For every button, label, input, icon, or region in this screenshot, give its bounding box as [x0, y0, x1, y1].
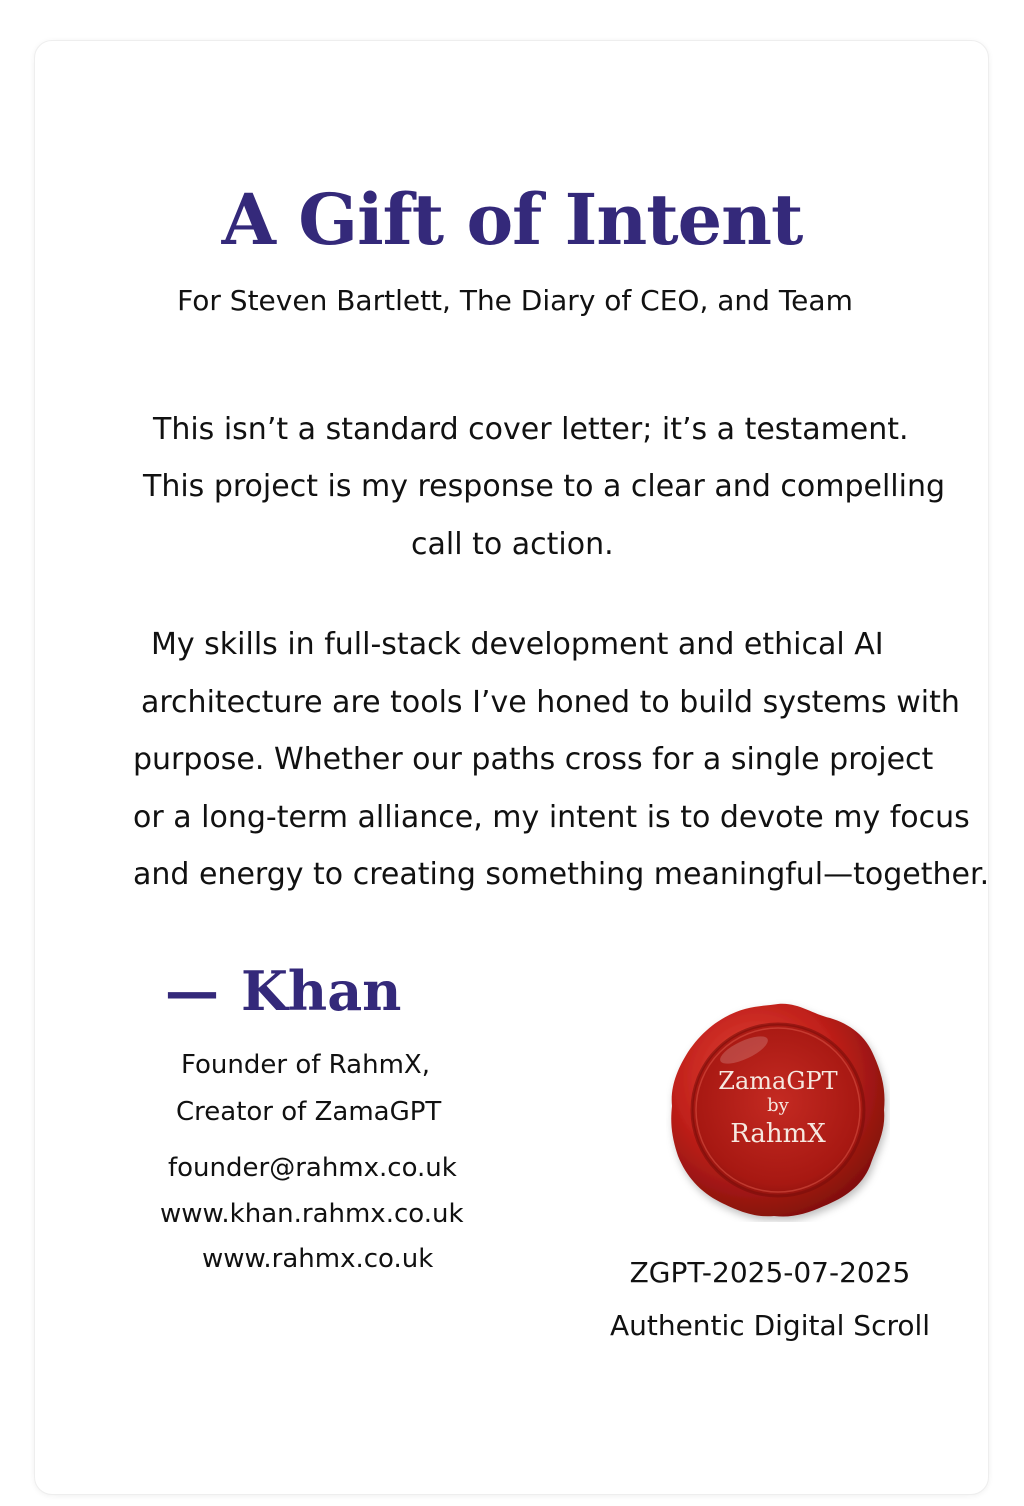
wax-seal	[666, 998, 890, 1222]
seal-caption: Authentic Digital Scroll	[609, 1309, 931, 1342]
page-title: A Gift of Intent	[221, 178, 803, 261]
paragraph-2-line-3: purpose. Whether our paths cross for a single project	[133, 742, 934, 777]
paragraph-2-line-2: architecture are tools I’ve honed to build systems with	[141, 685, 960, 720]
paragraph-2-line-4: or a long-term alliance, my intent is to devote my focus	[133, 800, 970, 835]
signature-role-1: Founder of RahmX,	[181, 1050, 430, 1080]
seal-text-line-2: by	[767, 1095, 789, 1116]
signature-website-personal: www.khan.rahmx.co.uk	[160, 1199, 464, 1229]
seal-code: ZGPT-2025-07-2025	[629, 1256, 911, 1289]
paragraph-1-line-2: This project is my response to a clear and compelling	[143, 469, 946, 504]
signature-dash: —	[165, 959, 219, 1023]
paragraph-1-line-3: call to action.	[411, 527, 614, 562]
signature-role-2: Creator of ZamaGPT	[176, 1097, 442, 1127]
signature-website-company: www.rahmx.co.uk	[202, 1244, 434, 1274]
signature-email: founder@rahmx.co.uk	[168, 1153, 457, 1183]
seal-text-line-3: RahmX	[730, 1119, 826, 1149]
signature	[165, 958, 401, 1024]
paragraph-2-line-5: and energy to creating something meaningful—together.	[133, 857, 990, 892]
page-subtitle: For Steven Bartlett, The Diary of CEO, and Team	[177, 284, 853, 317]
signature-name: Khan	[241, 959, 402, 1023]
paragraph-1-line-1: This isn’t a standard cover letter; it’s a testament.	[153, 412, 909, 447]
paragraph-2-line-1: My skills in full-stack development and ethical AI	[151, 627, 884, 662]
seal-text-line-1: ZamaGPT	[718, 1067, 838, 1095]
